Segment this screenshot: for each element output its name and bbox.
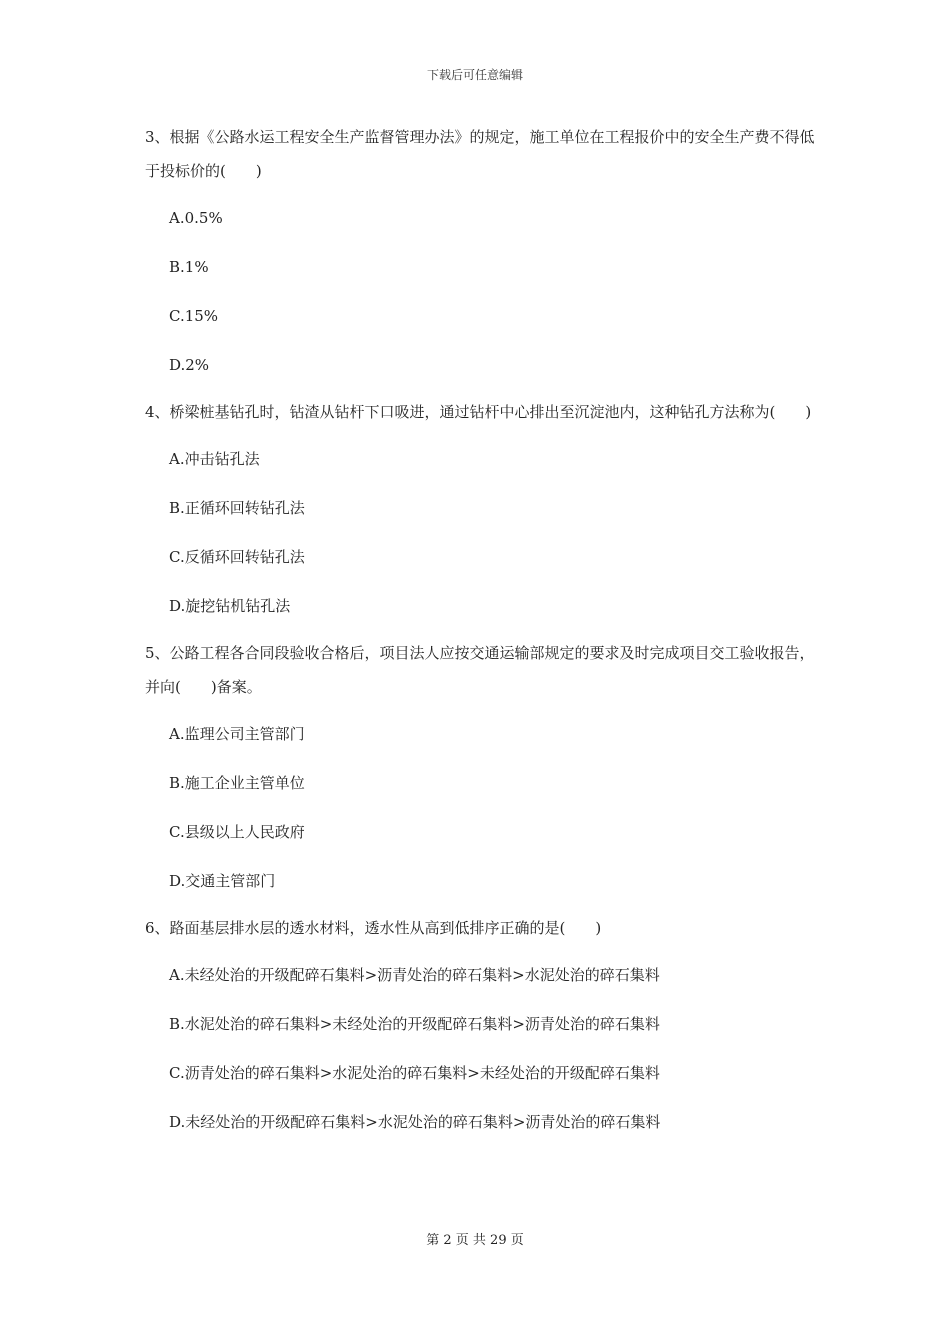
option-d: D.交通主管部门 — [169, 872, 276, 890]
option-c: C.反循环回转钻孔法 — [169, 548, 305, 566]
option-b: B.1% — [169, 258, 209, 276]
question-block — [145, 120, 815, 395]
option-b: B.施工企业主管单位 — [169, 774, 305, 792]
option-d: D.旋挖钻机钻孔法 — [169, 597, 291, 615]
option-b: B.水泥处治的碎石集料>未经处治的开级配碎石集料>沥青处治的碎石集料 — [169, 1015, 660, 1033]
page-header: 下载后可任意编辑 — [426, 68, 523, 82]
option-c: C.沥青处治的碎石集料>水泥处治的碎石集料>未经处治的开级配碎石集料 — [169, 1064, 660, 1082]
option-c: C.县级以上人民政府 — [169, 823, 305, 841]
question-block — [145, 911, 815, 1132]
option-b: B.正循环回转钻孔法 — [169, 499, 305, 517]
option-c: C.15% — [169, 307, 219, 325]
question-stem: 4、桥梁桩基钻孔时，钻渣从钻杆下口吸进，通过钻杆中心排出至沉淀池内，这种钻孔方法称为( ) — [145, 403, 812, 421]
option-d: D.2% — [169, 356, 210, 374]
question-block — [145, 636, 815, 911]
option-a: A.0.5% — [169, 209, 223, 227]
option-a: A.监理公司主管部门 — [169, 725, 305, 743]
page-footer: 第 2 页 共 29 页 — [426, 1233, 524, 1248]
option-a: A.冲击钻孔法 — [169, 450, 260, 468]
question-stem: 6、路面基层排水层的透水材料，透水性从高到低排序正确的是( ) — [145, 919, 602, 937]
option-d: D.未经处治的开级配碎石集料>水泥处治的碎石集料>沥青处治的碎石集料 — [169, 1113, 661, 1131]
question-stem: 3、根据《公路水运工程安全生产监督管理办法》的规定，施工单位在工程报价中的安全生产费不得低于投标价的( ) — [145, 128, 815, 180]
option-a: A.未经处治的开级配碎石集料>沥青处治的碎石集料>水泥处治的碎石集料 — [169, 966, 660, 984]
document-body — [145, 120, 815, 1132]
question-stem: 5、公路工程各合同段验收合格后，项目法人应按交通运输部规定的要求及时完成项目交工验收报告，并向( )备案。 — [145, 644, 815, 696]
question-block — [145, 395, 815, 636]
